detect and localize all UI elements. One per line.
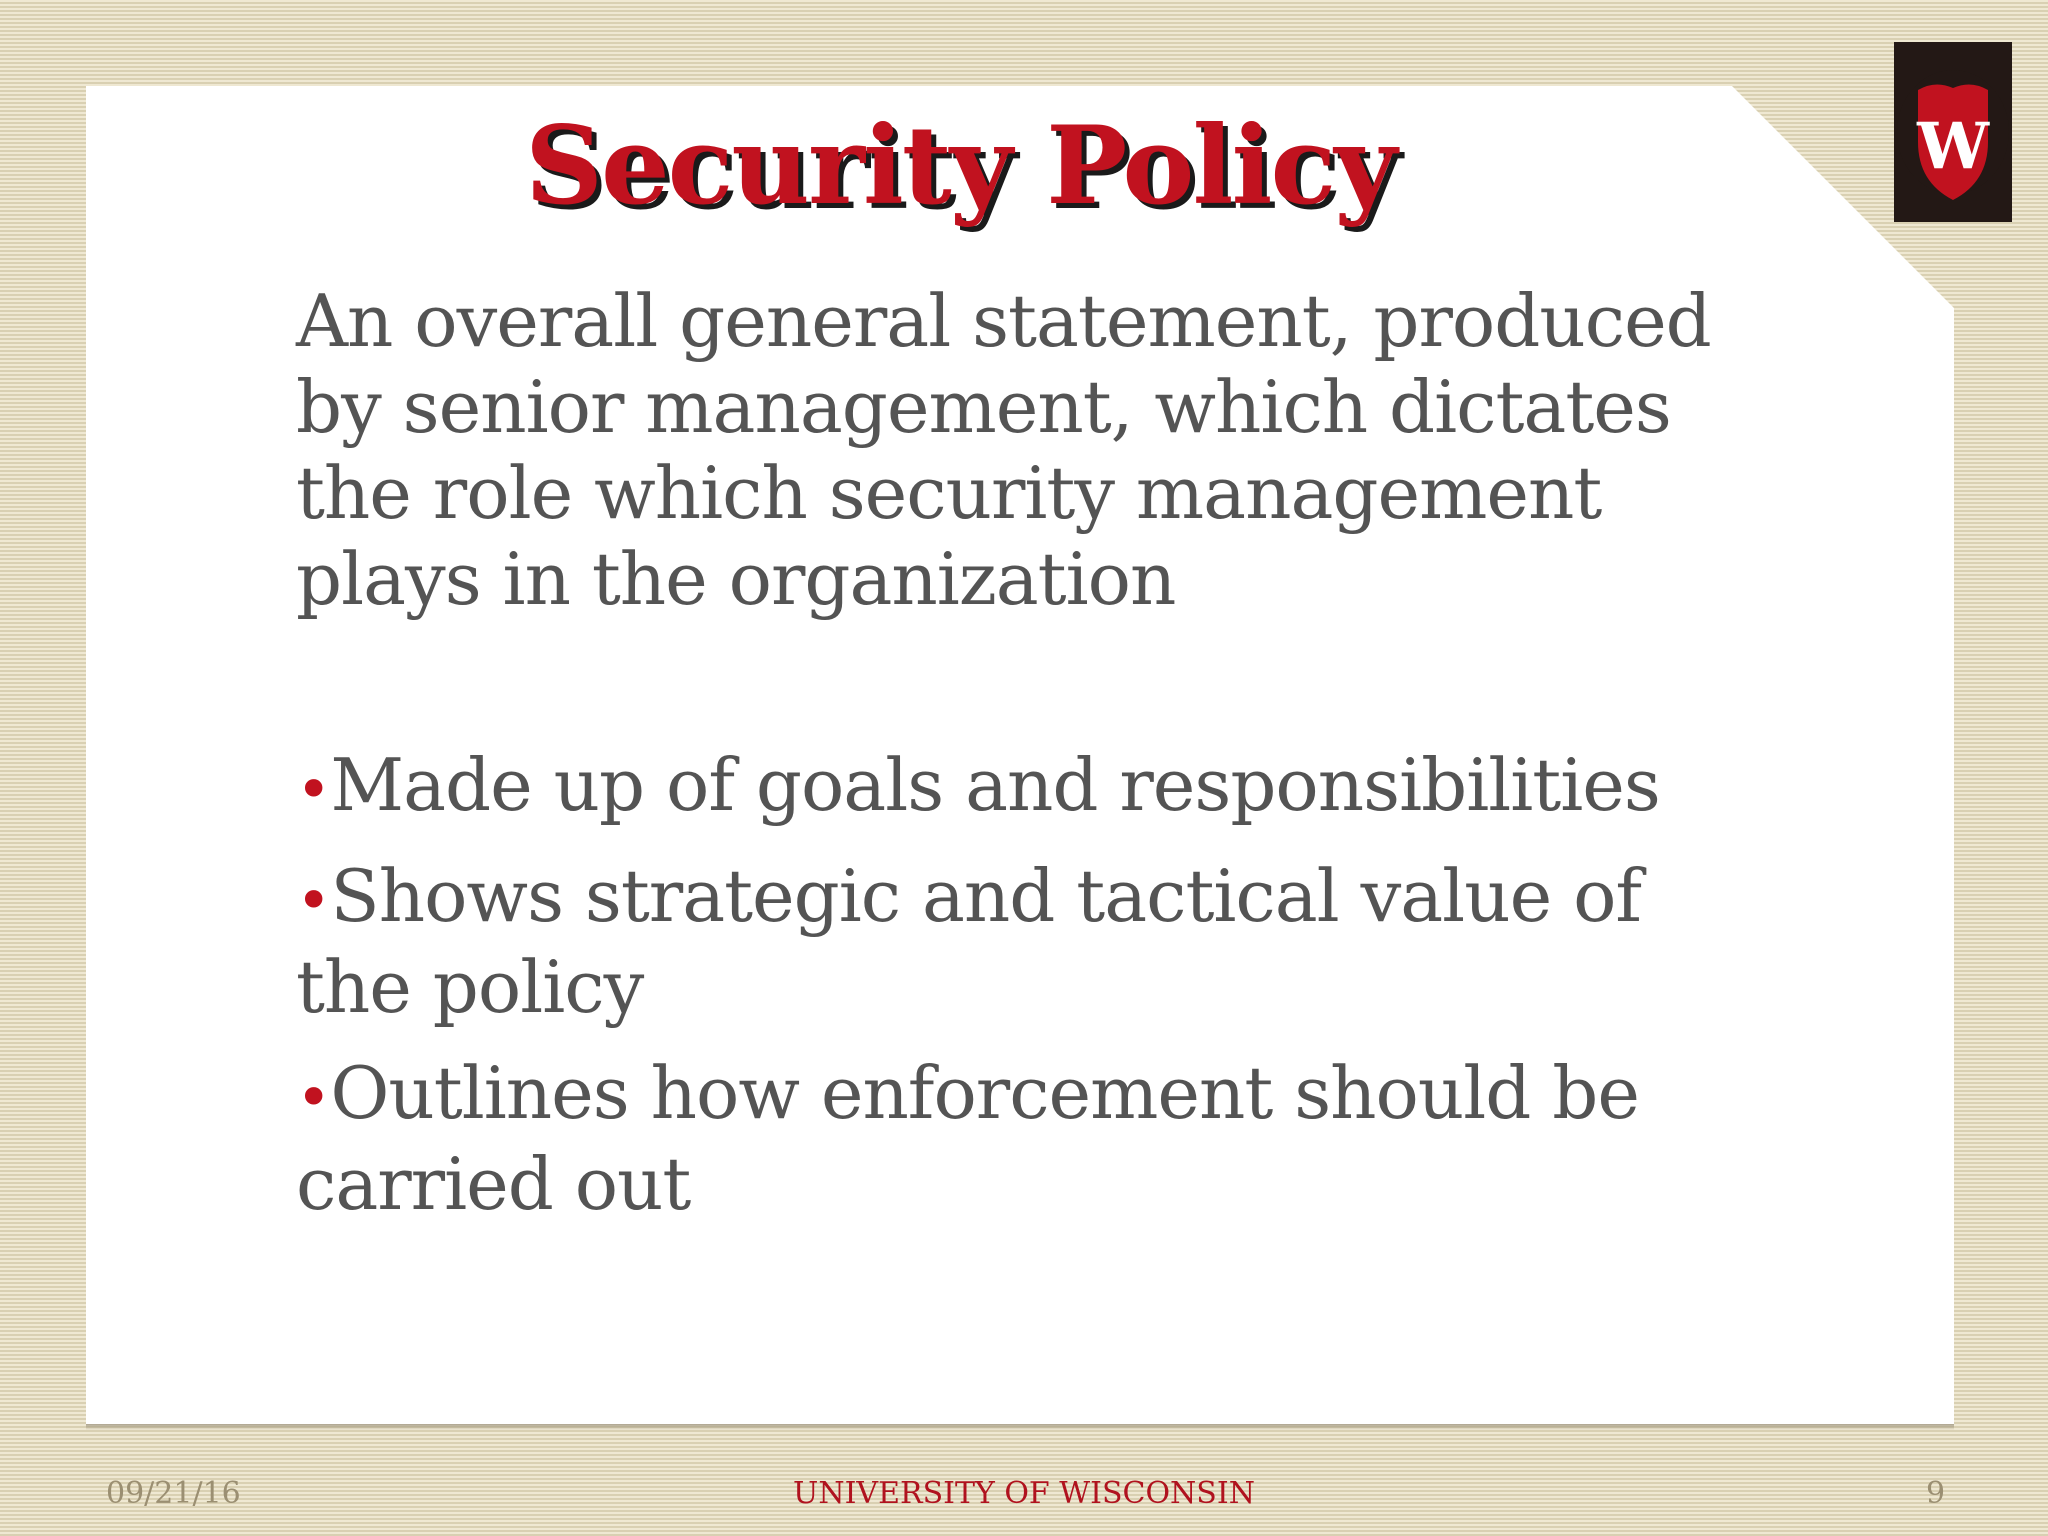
- slide-content: [296, 278, 1756, 1247]
- bullet-item: [296, 1050, 1756, 1227]
- bullet-item: [296, 742, 1756, 833]
- bullet-text: Outlines how enforcement should be carried out: [296, 1051, 1639, 1226]
- footer-page-number: 9: [1926, 1476, 1946, 1511]
- footer-date: 09/21/16: [106, 1476, 241, 1511]
- bullet-text: Made up of goals and responsibilities: [330, 743, 1660, 827]
- bullet-item: [296, 853, 1756, 1030]
- slide-title: Security Policy: [524, 103, 1396, 229]
- crest-letter: W: [1917, 109, 1989, 184]
- bullet-text: Shows strategic and tactical value of the policy: [296, 854, 1642, 1029]
- bullet-marker: •: [296, 755, 331, 825]
- intro-paragraph: An overall general statement, produced by senior management, which dictates the role which security management plays in the organization: [296, 279, 1711, 621]
- bullet-marker: •: [296, 866, 331, 936]
- footer-organization: UNIVERSITY OF WISCONSIN: [793, 1476, 1255, 1511]
- bullet-list: [296, 742, 1756, 1227]
- slide-paper-shadow: [86, 1424, 1954, 1430]
- bullet-marker: •: [296, 1063, 331, 1133]
